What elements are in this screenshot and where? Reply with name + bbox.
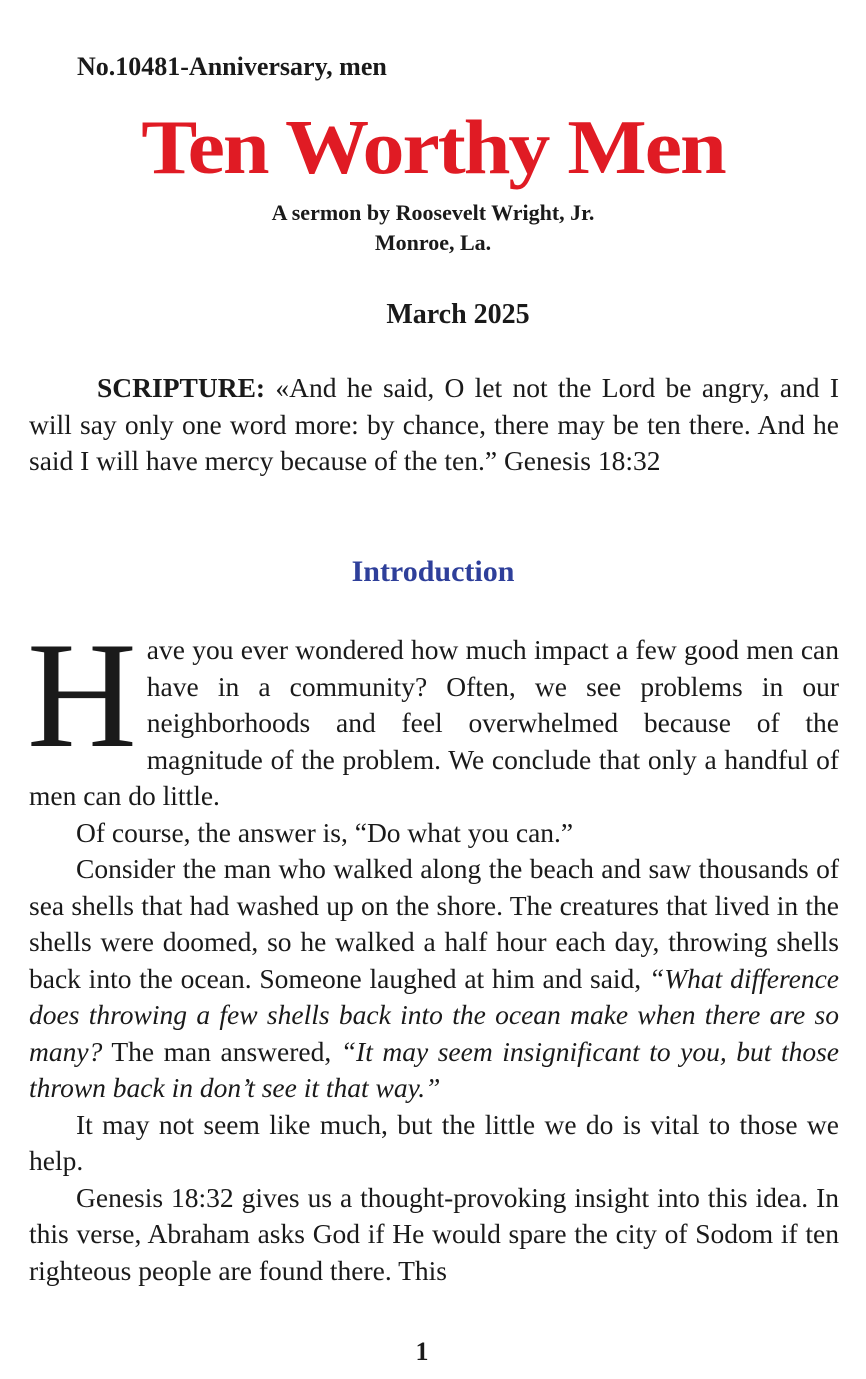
introduction-body — [27, 611, 839, 1289]
drop-cap: H — [27, 611, 137, 779]
scripture-text: «And he said, O let not the Lord be angry, and I will say only one word more: by chance, there may be ten there. And he said I will have mercy because of the ten.” Genesis 18:32 — [29, 372, 839, 476]
paragraph-3 — [29, 851, 839, 1107]
quote-answer: “It may seem insignificant to you, but those thrown back in don’t see it that way.” — [29, 1035, 839, 1103]
sermon-date: March 2025 — [386, 299, 530, 330]
page-number: 1 — [415, 1337, 429, 1366]
paragraph-3-text-b: The man answered, — [102, 1035, 341, 1067]
page-title: Ten Worthy Men — [141, 104, 725, 191]
paragraph-1 — [27, 611, 839, 815]
paragraph-1-text: ave you ever wondered how much impact a few good men can have in a community? Often, we see problems in our neighborhoods and feel overwhelmed because of the magnitude of the problem. We conclude that only a handful of men can do little. — [29, 634, 839, 811]
scripture-block — [29, 370, 839, 480]
author-line: A sermon by Roosevelt Wright, Jr. — [271, 200, 595, 225]
scripture-label: SCRIPTURE: — [97, 372, 266, 403]
paragraph-3-text-a: Consider the man who walked along the beach and saw thousands of sea shells that had washed up on the shore. The creatures that lived in the shells were doomed, so he walked a half hour each day, throwing shells back into the ocean. Someone laughed at him and said, — [29, 853, 839, 994]
document-number: No.10481-Anniversary, men — [77, 52, 387, 81]
section-heading-introduction: Introduction — [351, 555, 515, 588]
byline — [0, 198, 866, 258]
paragraph-4: It may not seem like much, but the little we do is vital to those we help. — [29, 1108, 839, 1176]
quote-question: “What difference does throwing a few shells back into the ocean make when there are so many? — [29, 962, 839, 1067]
paragraph-2: Of course, the answer is, “Do what you can.” — [76, 816, 574, 848]
paragraph-5: Genesis 18:32 gives us a thought-provoking insight into this idea. In this verse, Abraham asks God if He would spare the city of Sodom if ten righteous people are found there. This — [29, 1181, 839, 1286]
location-line: Monroe, La. — [374, 230, 492, 255]
